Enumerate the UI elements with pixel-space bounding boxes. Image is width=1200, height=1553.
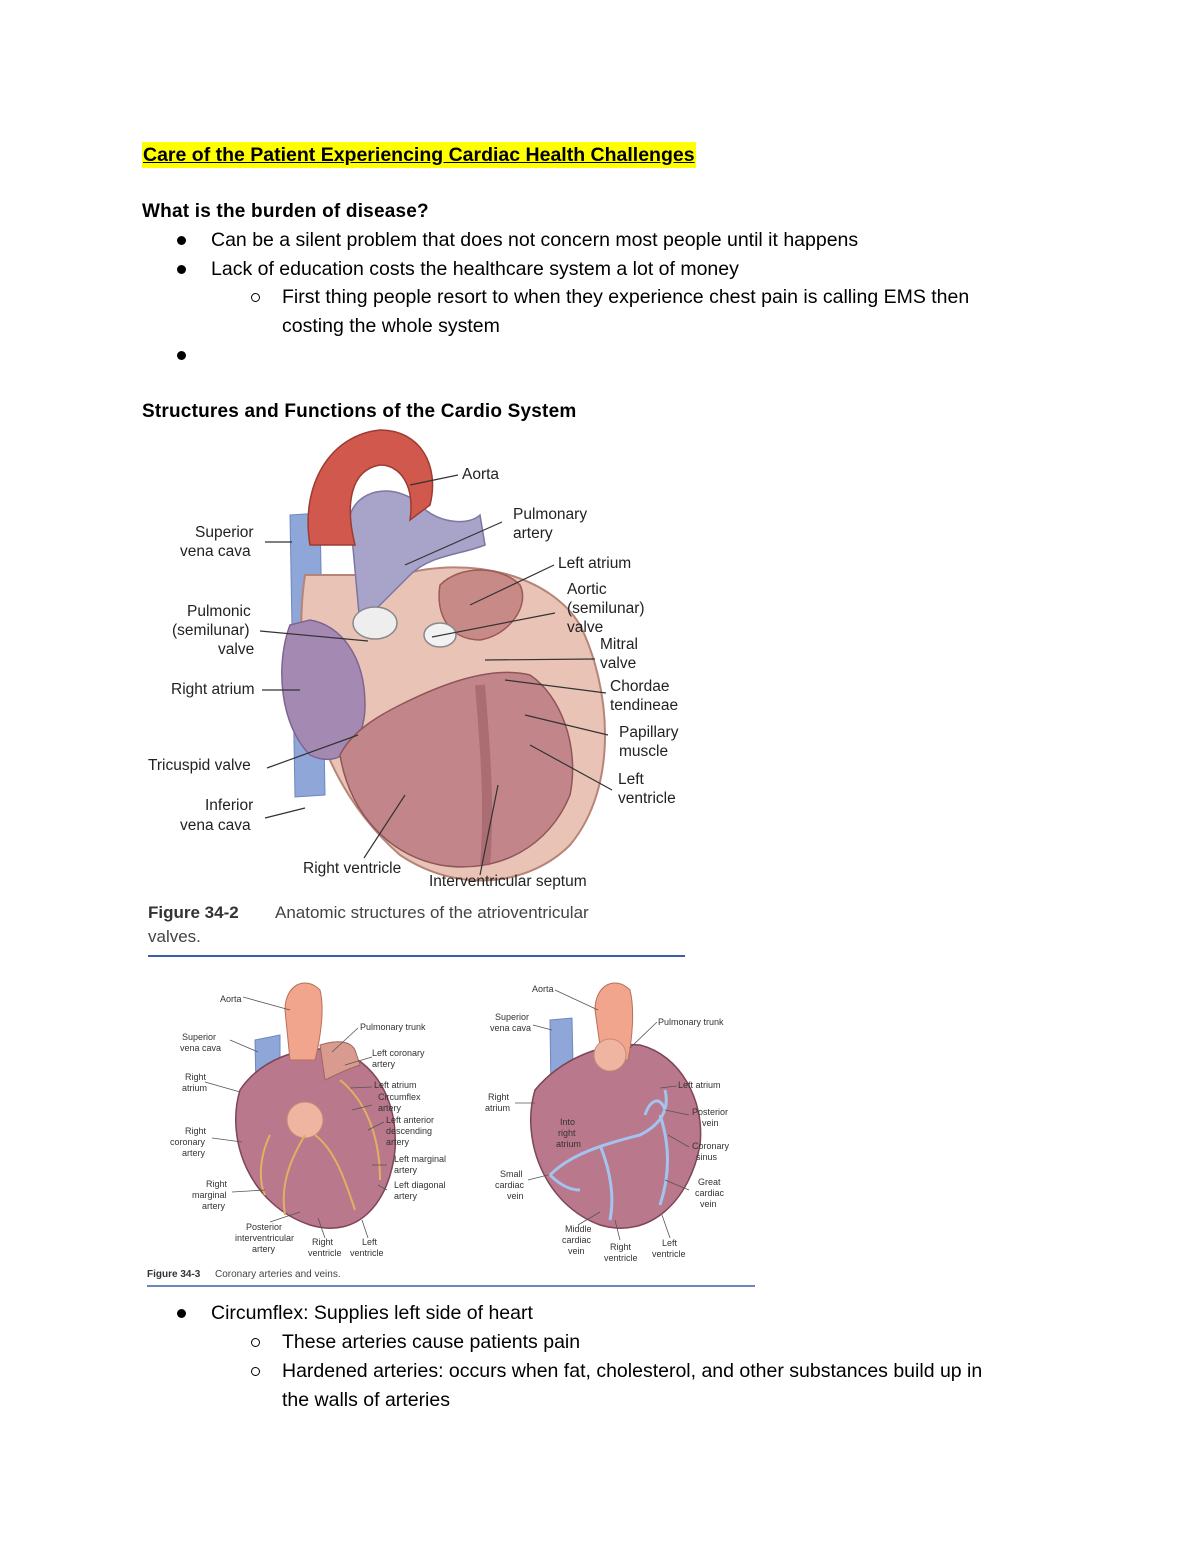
- label-mitral-valve-2: valve: [600, 655, 637, 672]
- label-middle-cardiac-vein-1: Middle: [565, 1224, 592, 1234]
- label-pulmonary-trunk-veins: Pulmonary trunk: [658, 1017, 724, 1027]
- label-right-marginal-artery-3: artery: [202, 1201, 226, 1211]
- sub-list-item: First thing people resort to when they experience chest pain is calling EMS then: [282, 286, 970, 308]
- label-left-diagonal-artery-2: artery: [394, 1191, 418, 1201]
- label-pulmonary-artery-1: Pulmonary: [513, 506, 588, 523]
- label-aortic-valve-2: (semilunar): [567, 600, 645, 617]
- label-aortic-valve-1: Aortic: [567, 581, 607, 598]
- figure-34-3-number: Figure 34-3: [147, 1269, 201, 1280]
- label-middle-cardiac-vein-2: cardiac: [562, 1235, 592, 1245]
- label-right-atrium-arteries-1: Right: [185, 1072, 207, 1082]
- bullet-dot: [177, 236, 186, 245]
- label-left-coronary-artery-2: artery: [372, 1059, 396, 1069]
- pulmonic-valve-shape: [353, 607, 397, 639]
- label-posterior-vein-1: Posterior: [692, 1107, 729, 1117]
- list-item: Circumflex: Supplies left side of heart: [211, 1302, 533, 1324]
- label-posterior-vein-2: vein: [702, 1118, 719, 1128]
- label-aorta: Aorta: [462, 466, 500, 483]
- label-circumflex-artery-1: Circumflex: [378, 1092, 421, 1102]
- label-left-atrium-arteries: Left atrium: [374, 1080, 417, 1090]
- bullet-dot-empty: [177, 351, 186, 360]
- sub-bullet-circle: [251, 1338, 260, 1347]
- bullet-dot: [177, 1309, 186, 1318]
- label-middle-cardiac-vein-3: vein: [568, 1246, 585, 1256]
- label-left-ventricle-arteries-2: ventricle: [350, 1248, 384, 1258]
- label-right-coronary-artery-2: coronary: [170, 1137, 206, 1147]
- list-item: Can be a silent problem that does not concern most people until it happens: [211, 229, 859, 251]
- label-aorta-arteries: Aorta: [220, 994, 242, 1004]
- sub-list-item-continued: costing the whole system: [282, 315, 500, 337]
- label-inferior-vena-cava-2: vena cava: [180, 817, 251, 834]
- list-item: Lack of education costs the healthcare system a lot of money: [211, 258, 739, 280]
- label-chordae-2: tendineae: [610, 697, 679, 714]
- label-right-coronary-artery-3: artery: [182, 1148, 206, 1158]
- label-superior-vena-cava-1: Superior: [195, 524, 254, 541]
- label-into-right-atrium-2: right: [558, 1128, 576, 1138]
- label-left-ventricle-2: ventricle: [618, 790, 676, 807]
- label-right-atrium-arteries-2: atrium: [182, 1083, 208, 1093]
- label-right-ventricle-arteries-2: ventricle: [308, 1248, 342, 1258]
- label-chordae-1: Chordae: [610, 678, 670, 695]
- label-small-cardiac-vein-2: cardiac: [495, 1180, 525, 1190]
- heading-burden-of-disease: What is the burden of disease?: [142, 201, 429, 222]
- label-aortic-valve-3: valve: [567, 619, 604, 636]
- heart-anatomy-figure: [140, 425, 700, 965]
- label-left-marginal-artery-1: Left marginal: [394, 1154, 447, 1164]
- label-inferior-vena-cava-1: Inferior: [205, 797, 254, 814]
- label-right-ventricle: Right ventricle: [303, 860, 402, 877]
- label-left-coronary-artery-1: Left coronary: [372, 1048, 425, 1058]
- label-right-atrium-veins-1: Right: [488, 1092, 510, 1102]
- label-superior-vena-cava-arteries-1: Superior: [182, 1032, 217, 1042]
- sub-list-item: Hardened arteries: occurs when fat, cholesterol, and other substances build up in: [282, 1360, 983, 1382]
- label-left-marginal-artery-2: artery: [394, 1165, 418, 1175]
- label-small-cardiac-vein-3: vein: [507, 1191, 524, 1201]
- label-left-ventricle-arteries-1: Left: [362, 1237, 378, 1247]
- label-right-ventricle-veins-1: Right: [610, 1242, 632, 1252]
- figure-34-2-caption: Anatomic structures of the atrioventricular: [275, 903, 589, 922]
- label-left-atrium: Left atrium: [558, 555, 632, 572]
- label-lad-2: descending: [386, 1126, 433, 1136]
- label-right-atrium-veins-2: atrium: [485, 1103, 511, 1113]
- figure-34-3-caption: Coronary arteries and veins.: [215, 1269, 341, 1280]
- label-lad-3: artery: [386, 1137, 410, 1147]
- label-coronary-sinus-2: sinus: [696, 1152, 718, 1162]
- label-interventricular-septum: Interventricular septum: [429, 873, 587, 890]
- label-great-cardiac-vein-1: Great: [698, 1177, 721, 1187]
- label-right-atrium: Right atrium: [171, 681, 255, 698]
- label-papillary-2: muscle: [619, 743, 669, 760]
- sub-bullet-circle: [251, 293, 260, 302]
- label-tricuspid-valve: Tricuspid valve: [148, 757, 251, 774]
- label-left-atrium-veins: Left atrium: [678, 1080, 721, 1090]
- label-right-ventricle-veins-2: ventricle: [604, 1253, 638, 1263]
- bullet-dot: [177, 265, 186, 274]
- label-coronary-sinus-1: Coronary: [692, 1141, 730, 1151]
- label-right-marginal-artery-2: marginal: [192, 1190, 227, 1200]
- sub-bullet-circle: [251, 1367, 260, 1376]
- label-pulmonic-valve-3: valve: [218, 641, 255, 658]
- coronary-figure: [140, 970, 760, 1295]
- label-aorta-veins: Aorta: [532, 984, 554, 994]
- heading-structures-functions: Structures and Functions of the Cardio System: [142, 401, 577, 422]
- label-left-ventricle-veins-2: ventricle: [652, 1249, 686, 1259]
- label-right-coronary-artery-1: Right: [185, 1126, 207, 1136]
- label-into-right-atrium-1: Into: [560, 1117, 576, 1127]
- label-left-diagonal-artery-1: Left diagonal: [394, 1180, 446, 1190]
- label-posterior-interventricular-2: interventricular: [235, 1233, 295, 1243]
- label-pulmonic-valve-2: (semilunar): [172, 622, 250, 639]
- label-papillary-1: Papillary: [619, 724, 679, 741]
- label-superior-vena-cava-arteries-2: vena cava: [180, 1043, 222, 1053]
- label-posterior-interventricular-1: Posterior: [246, 1222, 283, 1232]
- label-right-marginal-artery-1: Right: [206, 1179, 228, 1189]
- label-left-ventricle-1: Left: [618, 771, 644, 788]
- label-pulmonic-valve-1: Pulmonic: [187, 603, 251, 620]
- label-circumflex-artery-2: artery: [378, 1103, 402, 1113]
- label-great-cardiac-vein-2: cardiac: [695, 1188, 725, 1198]
- label-right-ventricle-arteries-1: Right: [312, 1237, 334, 1247]
- label-into-right-atrium-3: atrium: [556, 1139, 582, 1149]
- label-superior-vena-cava-2: vena cava: [180, 543, 251, 560]
- label-superior-vena-cava-veins-2: vena cava: [490, 1023, 532, 1033]
- label-left-ventricle-veins-1: Left: [662, 1238, 678, 1248]
- label-pulmonary-artery-2: artery: [513, 525, 553, 542]
- label-mitral-valve-1: Mitral: [600, 636, 638, 653]
- label-pulmonary-trunk-arteries: Pulmonary trunk: [360, 1022, 426, 1032]
- label-small-cardiac-vein-1: Small: [500, 1169, 523, 1179]
- sub-list-item: These arteries cause patients pain: [282, 1331, 581, 1353]
- document-title: Care of the Patient Experiencing Cardiac Health Challenges: [143, 144, 695, 166]
- figure-34-2-caption-continued: valves.: [148, 927, 201, 946]
- figure-34-2-number: Figure 34-2: [148, 903, 239, 922]
- label-lad-1: Left anterior: [386, 1115, 435, 1125]
- label-posterior-interventricular-3: artery: [252, 1244, 276, 1254]
- label-superior-vena-cava-veins-1: Superior: [495, 1012, 530, 1022]
- sub-list-item-continued: the walls of arteries: [282, 1389, 450, 1411]
- label-great-cardiac-vein-3: vein: [700, 1199, 717, 1209]
